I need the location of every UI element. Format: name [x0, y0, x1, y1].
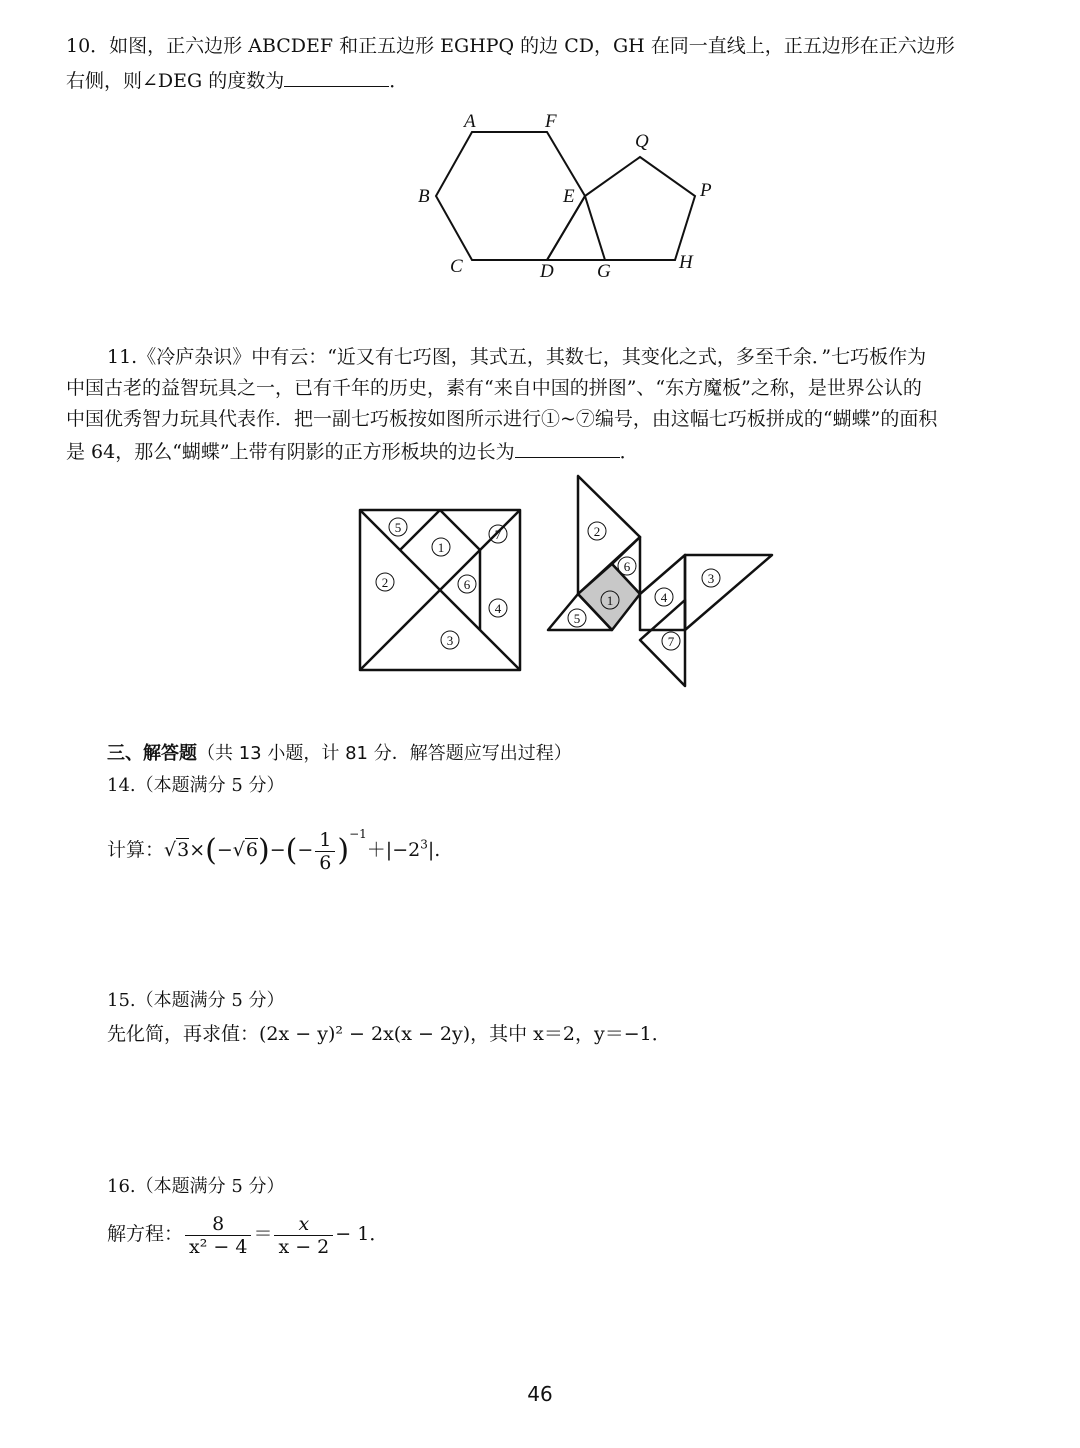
label-B: B	[418, 186, 430, 207]
label-P: P	[700, 180, 712, 201]
square-label-6-text: 6	[463, 577, 471, 592]
q16-lhs-fraction	[185, 1213, 251, 1258]
q11-line4	[66, 437, 639, 465]
q16-rhs-num: x	[274, 1213, 333, 1236]
q14-sqrt6: 6	[245, 839, 258, 861]
butterfly-label-7-text: 7	[667, 634, 675, 649]
butterfly-label-5-text: 5	[573, 611, 581, 626]
q11-line1: 11.《冷庐杂识》中有云：“近又有七巧图，其式五，其数七，其变化之式，多至千余．”七巧板作为	[107, 346, 927, 368]
label-C: C	[450, 256, 463, 277]
butterfly-label-4	[655, 588, 673, 606]
label-F: F	[545, 111, 557, 132]
q11-line3: 中国优秀智力玩具代表作．把一副七巧板按如图所示进行①~⑦编号，由这幅七巧板拼成的“蝴蝶”的面积	[66, 408, 938, 430]
square-label-3	[441, 631, 459, 649]
pentagon	[585, 157, 695, 260]
q10-line2	[66, 66, 408, 94]
q16-prompt: 解方程：	[107, 1223, 184, 1245]
q14-fraction	[315, 829, 335, 874]
butterfly-piece-3	[685, 555, 772, 630]
q11-line4-text: 是 64，那么“蝴蝶”上带有阴影的正方形板块的边长为	[66, 441, 515, 463]
butterfly-label-2	[588, 522, 606, 540]
butterfly-label-7	[662, 632, 680, 650]
square-label-6	[458, 575, 476, 593]
butterfly-label-1-text: 1	[606, 593, 614, 608]
q16-lhs-den: x² − 4	[189, 1235, 248, 1258]
hexagon-pentagon-figure	[400, 105, 740, 295]
q14-expression: 计算：√3×(−√6)−(− $\frac{1}{6}$ )$^{-1}+|-2^3|$.	[107, 827, 441, 874]
butterfly-label-3	[702, 569, 720, 587]
section3-title: 三、解答题	[107, 743, 197, 764]
butterfly-label-2-text: 2	[593, 524, 601, 539]
butterfly-label-5	[568, 609, 586, 627]
square-label-3-text: 3	[446, 633, 454, 648]
q14-prompt: 计算：	[107, 839, 165, 861]
q15-text: 先化简，再求值：(2x − y)² − 2x(x − 2y)，其中 x＝2，y＝−1．	[107, 1023, 671, 1045]
q10-line1: 10．如图，正六边形 ABCDEF 和正五边形 EGHPQ 的边 CD，GH 在同一直线上，正五边形在正六边形	[66, 35, 955, 57]
q10-line2-end: ．	[389, 70, 409, 92]
section3-heading	[107, 741, 572, 767]
q10-line2-text: 右侧，则∠DEG 的度数为	[66, 70, 285, 92]
label-H: H	[679, 252, 693, 273]
q14-frac-den: 6	[319, 851, 332, 874]
label-G: G	[597, 261, 611, 282]
q16-lhs-num: 8	[185, 1213, 251, 1236]
square-label-1-text: 1	[437, 540, 445, 555]
label-D: D	[540, 261, 554, 282]
q11-line2: 中国古老的益智玩具之一，已有千年的历史，素有“来自中国的拼图”、“东方魔板”之称，是世界公认的	[66, 377, 922, 399]
square-label-7	[489, 525, 507, 543]
square-label-4-text: 4	[494, 601, 502, 616]
section3-note: （共 13 小题，计 81 分．解答题应写出过程）	[197, 743, 572, 764]
butterfly-label-6	[618, 557, 636, 575]
q14-exponent: −1	[349, 827, 367, 841]
butterfly-label-4-text: 4	[660, 590, 668, 605]
q15-header: 15.（本题满分 5 分）	[107, 990, 285, 1011]
q16-tail: − 1．	[335, 1223, 389, 1245]
q14-abs-exp: 3	[420, 837, 428, 852]
square-label-5	[389, 518, 407, 536]
label-A: A	[464, 111, 476, 132]
square-label-2	[376, 573, 394, 591]
square-label-5-text: 5	[394, 520, 402, 535]
q14-header: 14.（本题满分 5 分）	[107, 775, 285, 796]
q16-equation: 解方程： $\frac{8}{\text{x² − 4}}$ ＝ $\frac{x}{x - 2}$ − 1．	[107, 1212, 389, 1258]
q14-frac-num: 1	[315, 829, 335, 852]
butterfly-label-6-text: 6	[623, 559, 631, 574]
label-Q: Q	[635, 131, 649, 152]
q14-abs-expr: −2	[392, 839, 421, 861]
q16-header: 16.（本题满分 5 分）	[107, 1176, 285, 1197]
label-E: E	[563, 186, 575, 207]
page-number: 46	[527, 1382, 553, 1406]
q11-line4-end: ．	[619, 441, 639, 463]
square-label-1	[432, 538, 450, 556]
answer-blank-q10[interactable]	[284, 66, 389, 87]
answer-blank-q11[interactable]	[515, 437, 620, 458]
q14-sqrt3: 3	[177, 839, 190, 861]
q16-rhs-den: x − 2	[278, 1235, 330, 1258]
square-label-7-text: 7	[494, 527, 502, 542]
butterfly-label-3-text: 3	[707, 571, 715, 586]
square-label-4	[489, 599, 507, 617]
square-label-2-text: 2	[381, 575, 389, 590]
tangram-figure	[340, 465, 790, 700]
q16-rhs-fraction	[274, 1213, 333, 1258]
